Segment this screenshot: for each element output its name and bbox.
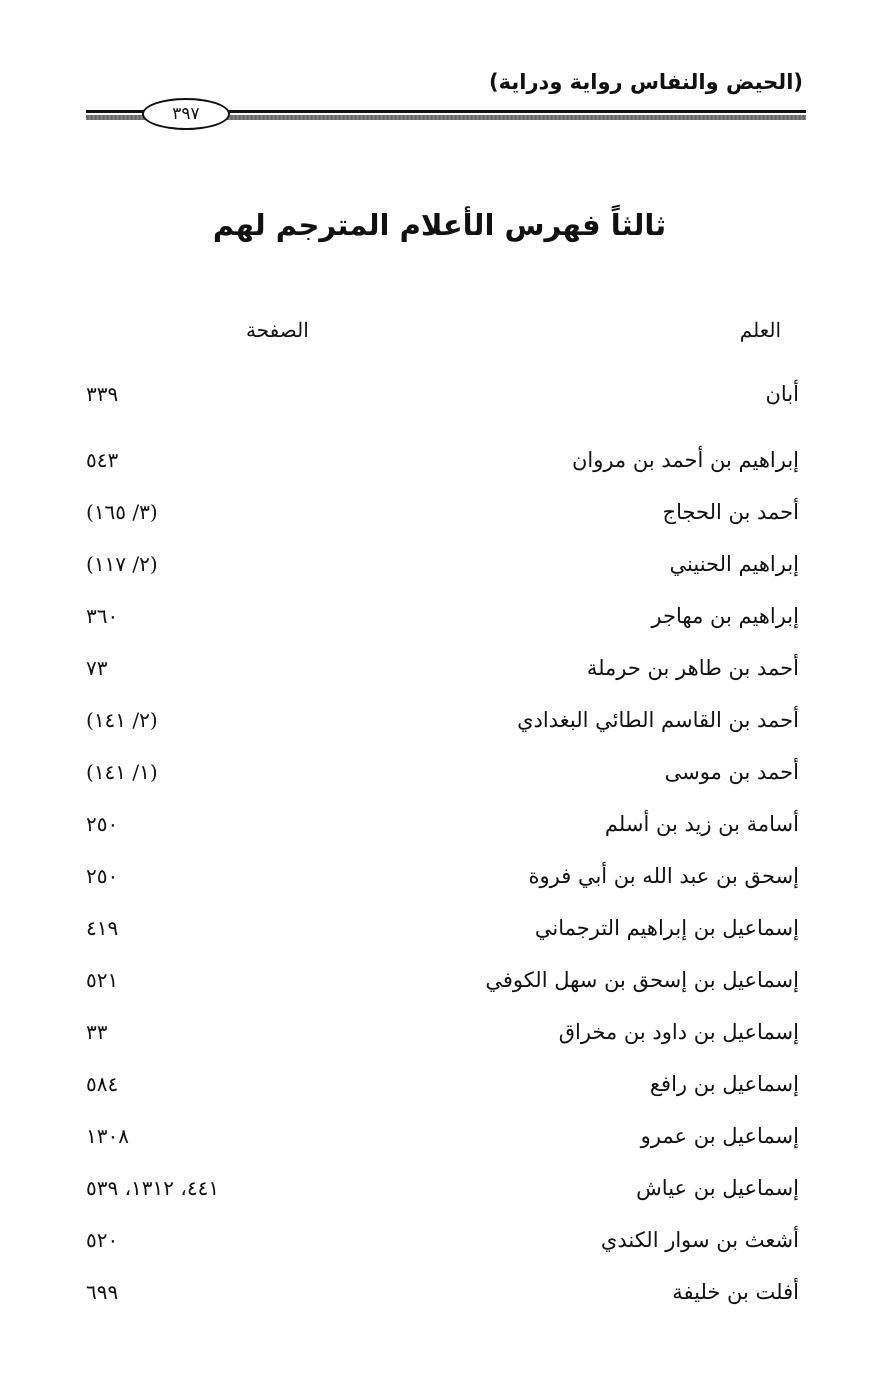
entry-page: (١/ ١٤١) [86,760,158,784]
index-entry [0,1176,879,1216]
entry-name: إبراهيم بن أحمد بن مروان [571,448,799,472]
entry-name: أحمد بن موسى [664,760,799,784]
entry-page: ٥٨٤ [86,1072,119,1096]
index-entry [0,552,879,592]
entry-name: إسحق بن عبد الله بن أبي فروة [528,864,799,888]
index-entry [0,968,879,1008]
entry-name: إسماعيل بن إبراهيم الترجماني [534,916,799,940]
index-entry [0,864,879,904]
entry-page: ٣٣٩ [86,382,119,406]
entry-page: ٥٢٠ [86,1228,119,1252]
entry-page: ٦٩٩ [86,1280,119,1304]
entry-name: إسماعيل بن إسحق بن سهل الكوفي [485,968,799,992]
index-entry [0,916,879,956]
entry-page: ١٣٠٨ [86,1124,129,1148]
index-entry [0,708,879,748]
entry-page: ٥٢١ [86,968,119,992]
entry-name: إبراهيم الحنيني [669,552,799,576]
running-header: (الحيض والنفاس رواية ودراية) [489,70,803,94]
entry-name: أحمد بن طاهر بن حرملة [586,656,799,680]
column-header-name: العلم [739,318,781,342]
page-number: ٣٩٧ [142,98,230,130]
index-entry [0,1280,879,1320]
index-entry [0,1072,879,1112]
index-entry [0,1228,879,1268]
entry-page: ٣٣ [86,1020,108,1044]
entry-page: (٢/ ١١٧) [86,552,158,576]
index-entry [0,1124,879,1164]
entry-name: أحمد بن القاسم الطائي البغدادي [517,708,799,732]
index-entry [0,812,879,852]
entry-page: ٣٦٠ [86,604,119,628]
entry-name: إسماعيل بن داود بن مخراق [558,1020,799,1044]
entry-page: ٧٣ [86,656,108,680]
section-title: ثالثاً فهرس الأعلام المترجم لهم [212,208,667,242]
entry-name: أفلت بن خليفة [672,1280,799,1304]
index-entry [0,448,879,488]
entry-name: أسامة بن زيد بن أسلم [604,812,799,836]
entry-page: (٣/ ١٦٥) [86,500,158,524]
entry-name: إسماعيل بن رافع [649,1072,799,1096]
index-entry [0,382,879,422]
entry-page: ٥٤٣ [86,448,119,472]
entry-page: ٢٥٠ [86,864,119,888]
index-list [0,382,879,1322]
entry-name: إسماعيل بن عمرو [640,1124,799,1148]
header-rule [86,96,806,132]
index-entry [0,656,879,696]
index-entry [0,500,879,540]
index-entry [0,604,879,644]
column-header-page: الصفحة [246,318,309,342]
index-entry [0,760,879,800]
entry-page: ٤٤١، ١٣١٢، ٥٣٩ [86,1176,220,1200]
entry-name: إسماعيل بن عياش [636,1176,799,1200]
entry-name: إبراهيم بن مهاجر [651,604,799,628]
index-entry [0,1020,879,1060]
entry-page: ٤١٩ [86,916,119,940]
entry-page: (٢/ ١٤١) [86,708,158,732]
entry-name: أبان [765,382,799,406]
entry-name: أشعث بن سوار الكندي [600,1228,799,1252]
entry-page: ٢٥٠ [86,812,119,836]
entry-name: أحمد بن الحجاج [662,500,799,524]
